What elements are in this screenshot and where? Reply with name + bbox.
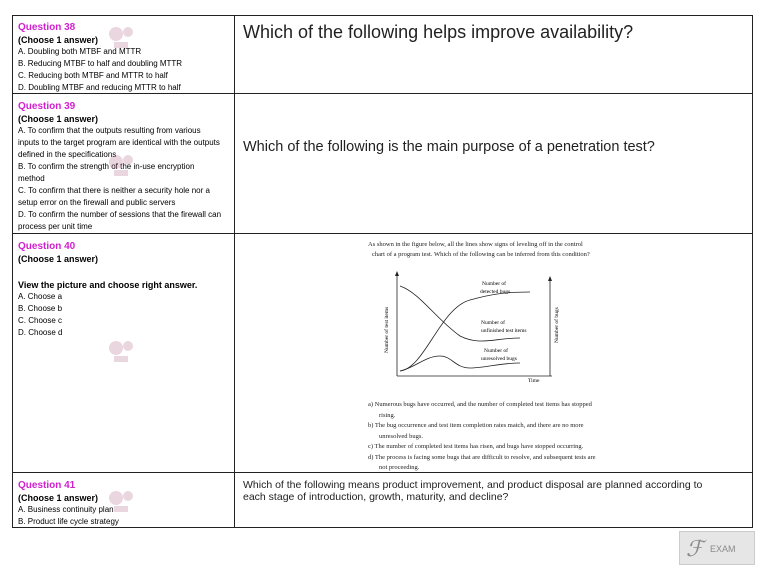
answer-a: a) Numerous bugs have occurred, and the number of completed test items has stopped	[368, 401, 592, 408]
corner-logo	[679, 531, 755, 565]
intro-line: chart of a program test. Which of the following can be inferred from this condition?	[372, 251, 590, 258]
intro-line: As shown in the figure below, all the lines show signs of leveling off in the control	[368, 241, 583, 248]
choose-instruction: (Choose 1 answer)	[18, 35, 99, 45]
table-border-top	[12, 15, 753, 16]
watermark-icon	[104, 334, 138, 368]
question-title: Question 41	[18, 480, 76, 491]
watermark-icon	[104, 484, 138, 518]
arrow-head-icon	[395, 271, 399, 276]
detected-label: Number of	[482, 281, 506, 287]
control-chart-figure	[380, 268, 580, 388]
question-title: Question 39	[18, 101, 76, 112]
answer-d: d) The process is facing some bugs that are difficult to resolve, and subsequent tests are	[368, 453, 596, 461]
question-38-text: Which of the following helps improve availability?	[243, 22, 634, 42]
option-c[interactable]: C. To confirm that there is neither a security hole nor a	[18, 186, 210, 195]
option-a[interactable]: A. Doubling both MTBF and MTTR	[18, 47, 142, 56]
option-c[interactable]: C. Reducing both MTBF and MTTR to half	[18, 71, 168, 80]
choose-instruction: (Choose 1 answer)	[18, 493, 99, 503]
question-40-left	[18, 240, 232, 339]
question-line: Which of the following means product improvement, and product disposal are planned according to	[243, 479, 703, 491]
question-41-text	[243, 479, 723, 503]
svg-text:ℱ: ℱ	[686, 536, 704, 561]
x-label: Time	[528, 378, 540, 384]
option-b[interactable]: B. Product life cycle strategy	[18, 517, 119, 526]
row-divider	[12, 233, 753, 234]
option-a-cont: inputs to the target program are identical with the outputs	[18, 138, 220, 147]
unfinished-label: unfinished test items	[481, 328, 527, 334]
view-picture-instruction: View the picture and choose right answer.	[18, 280, 198, 290]
option-d-cont: process per unit time	[18, 222, 93, 231]
option-a-cont: defined in the specifications	[18, 150, 117, 159]
unresolved-label: Number of	[484, 348, 508, 354]
unfinished-label: Number of	[481, 320, 505, 326]
watermark-icon	[104, 148, 138, 182]
option-a[interactable]: A. To confirm that the outputs resulting from various	[18, 126, 201, 135]
option-d[interactable]: D. Doubling MTBF and reducing MTTR to half	[18, 83, 181, 92]
detected-label: detected bugs	[480, 289, 511, 295]
table-border-right	[752, 15, 753, 527]
option-d[interactable]: D. To confirm the number of sessions that the firewall can	[18, 210, 222, 219]
svg-text:EXAM: EXAM	[710, 544, 736, 554]
question-title: Question 40	[18, 241, 76, 252]
option-b[interactable]: B. To confirm the strength of the in-use encryption	[18, 162, 195, 171]
answer-c: c) The number of completed test items has risen, and bugs have stopped occurring.	[368, 443, 584, 450]
answer-a-cont: rising.	[379, 411, 396, 419]
table-border-left	[12, 15, 13, 527]
option-c[interactable]: C. Choose c	[18, 316, 63, 325]
answer-d-cont: not proceeding.	[379, 464, 420, 471]
arrow-head-icon	[548, 276, 552, 281]
option-b-cont: method	[18, 174, 45, 183]
watermark-icon	[104, 20, 138, 54]
column-divider	[234, 15, 235, 527]
question-title: Question 38	[18, 22, 76, 33]
choose-instruction: (Choose 1 answer)	[18, 254, 99, 264]
question-40-intro	[368, 240, 590, 260]
question-line: each stage of introduction, growth, maturity, and decline?	[243, 491, 509, 503]
answer-b: b) The bug occurrence and test item completion rates match, and there are no more	[368, 422, 584, 429]
option-b[interactable]: B. Reducing MTBF to half and doubling MTTR	[18, 59, 183, 68]
logo-icon	[680, 532, 754, 564]
option-c-cont: setup error on the firewall and public servers	[18, 198, 176, 207]
y-left-label: Number of test items	[384, 306, 390, 353]
option-a[interactable]: A. Business continuity plan	[18, 505, 114, 514]
option-d[interactable]: D. Choose d	[18, 328, 63, 337]
y-right-label: Number of bugs	[554, 307, 560, 343]
option-b[interactable]: B. Choose b	[18, 304, 63, 313]
question-40-answers	[368, 400, 618, 474]
option-a[interactable]: A. Choose a	[18, 292, 63, 301]
choose-instruction: (Choose 1 answer)	[18, 114, 99, 124]
unresolved-label: unresolved bugs	[481, 356, 517, 362]
question-39-text: Which of the following is the main purpose of a penetration test?	[243, 139, 655, 155]
answer-b-cont: unresolved bugs.	[379, 432, 424, 440]
